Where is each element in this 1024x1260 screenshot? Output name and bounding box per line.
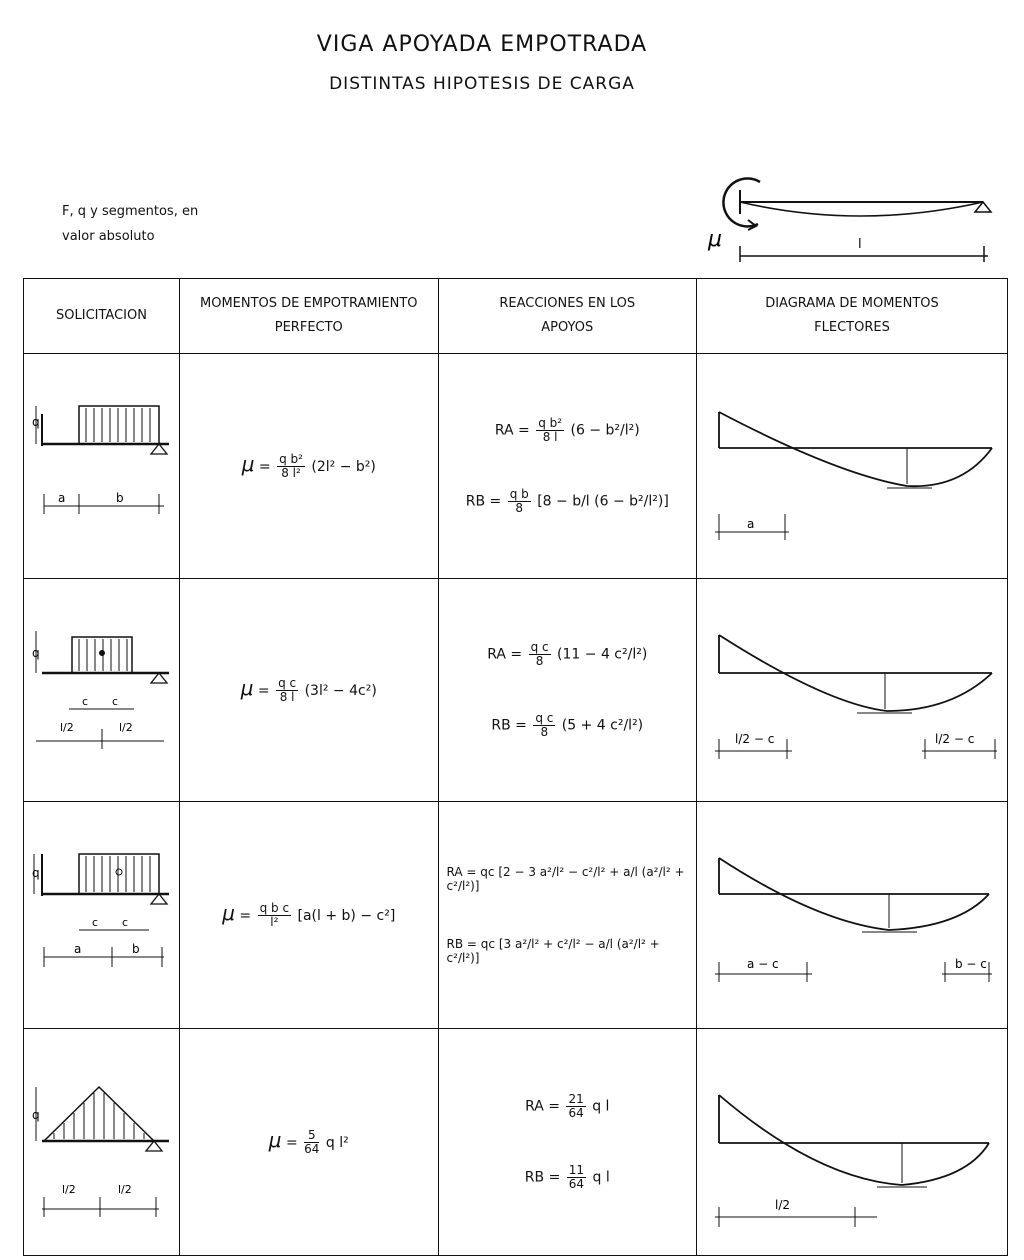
col-header-reacciones [438,279,696,354]
segment-half-label: l/2 [62,1183,76,1196]
rb-label: RB = qc [446,937,495,951]
rb-numerator: q c [535,711,554,725]
moment-numerator: 5 [304,1129,319,1143]
moment-numerator: q c [278,676,297,691]
moment-expression: q l² [325,1134,349,1151]
moment-expression: (3l² − 4c²) [304,682,377,699]
moment-formula: μ = $\frac{\text{q b²}}{\text{8 l²}}$ (2l² − b²) [180,354,439,579]
table-row [24,802,1008,1029]
ra-expression: q l [592,1098,610,1115]
moment-denominator: 64 [304,1142,320,1157]
diagram-left-label: l/2 − c [734,732,775,746]
moment-denominator: 8 l [279,690,295,705]
rb-expression: [8 − b/l (6 − b²/l²)] [537,493,669,510]
note-line-1: F, q y segmentos, en [62,204,199,219]
ra-numerator: q b² [538,416,563,430]
page-subtitle: DISTINTAS HIPOTESIS DE CARGA [329,74,635,94]
moment-expression: (2l² − b²) [311,458,376,475]
segment-half-label: l/2 [118,1183,132,1196]
diagram-right-label: l/2 − c [934,732,975,746]
col-header-momentos-line1: MOMENTOS DE EMPOTRAMIENTO [200,296,418,311]
load-case-sketch [24,354,180,579]
load-label: q [32,1108,40,1122]
rb-label: RB = [491,717,527,734]
moment-diagram [696,1029,1007,1256]
reactions-formula [438,354,696,579]
segment-a-label: a [58,491,66,505]
load-label: q [32,646,40,660]
load-case-sketch [24,1029,180,1256]
diagram-left-label: a − c [746,957,779,971]
col-header-diagrama-line2: FLECTORES [814,320,890,335]
segment-b-label: b [116,491,124,505]
load-case-sketch [24,802,180,1029]
page-title: VIGA APOYADA EMPOTRADA [316,32,648,57]
moment-expression: [a(l + b) − c²] [297,907,396,924]
diagram-a-label: a [746,517,755,531]
rb-denominator: 8 [540,725,549,739]
mu-symbol: μ [222,900,235,925]
ra-label: RA = [494,422,530,439]
moment-denominator: 8 l² [281,466,301,481]
table-row [24,1029,1008,1256]
beam-sketch [700,168,1010,268]
mu-label: μ [708,227,722,252]
segment-half-label: l/2 [119,721,133,734]
diagram-half-label: l/2 [774,1198,790,1212]
segment-c-label: c [122,916,129,929]
ra-denominator: 64 [568,1106,584,1120]
load-cases-table [23,278,1008,1256]
ra-numerator: q c [530,640,549,654]
ra-label: RA = [525,1098,560,1115]
rb-denominator: 64 [568,1177,585,1191]
rb-expression: [3 a²/l² + c²/l² − a/l (a²/l² + c²/l²)] [446,937,660,965]
col-header-solicitacion: SOLICITACION [24,279,180,354]
segment-b-label: b [132,942,140,956]
rb-expression: q l [592,1169,610,1186]
rb-expression: (5 + 4 c²/l²) [561,717,644,734]
rb-label: RB = [465,493,502,510]
ra-denominator: 8 [535,654,544,668]
col-header-reacciones-line1: REACCIONES EN LOS [499,296,636,311]
col-header-diagrama-line1: DIAGRAMA DE MOMENTOS [765,296,939,311]
length-label: l [858,237,862,252]
table-row [24,354,1008,579]
segment-half-label: l/2 [60,721,74,734]
mu-symbol: μ [241,451,255,476]
load-label: q [32,415,40,429]
reactions-formula [438,1029,696,1256]
moment-denominator: l² [270,915,279,930]
reactions-formula [438,579,696,802]
reactions-formula [438,802,696,1029]
moment-numerator: q b c [259,901,290,916]
ra-numerator: 21 [568,1092,584,1106]
rb-denominator: 8 [515,501,524,515]
ra-expression: (6 − b²/l²) [570,422,640,439]
moment-numerator: q b² [279,452,303,467]
moment-diagram [696,354,1007,579]
col-header-momentos-line2: PERFECTO [274,320,343,335]
table-header-row [24,279,1008,354]
note-line-2: valor absoluto [62,229,155,244]
moment-diagram [696,579,1007,802]
col-header-reacciones-line2: APOYOS [541,320,594,335]
moment-formula: μ = $\frac{5}{64}$ q l² [180,1029,439,1256]
load-case-sketch [24,579,180,802]
segment-a-label: a [74,942,82,956]
table-row [24,579,1008,802]
load-label: q [32,866,40,880]
col-header-momentos [180,279,439,354]
ra-label: RA = [487,646,523,663]
moment-formula: μ = $\frac{\text{q c}}{8 l}$ (3l² − 4c²) [180,579,439,802]
ra-label: RA = qc [446,865,495,879]
moment-formula: μ = $\frac{\text{q b c}}{\text{l²}}$ [a(l + b) − c²] [180,802,439,1029]
segment-c-label: c [82,695,89,708]
col-header-diagrama [696,279,1007,354]
diagram-right-label: b − c [954,957,987,971]
moment-diagram [696,802,1007,1029]
mu-symbol: μ [240,675,254,700]
rb-numerator: q b [509,487,529,501]
mu-symbol: μ [268,1127,282,1152]
segment-c-label: c [92,916,99,929]
ra-denominator: 8 l [542,430,558,444]
ra-expression: [2 − 3 a²/l² − c²/l² + a/l (a²/l² + c²/l²)] [446,865,685,893]
rb-numerator: 11 [568,1163,585,1177]
rb-label: RB = [524,1169,561,1186]
ra-expression: (11 − 4 c²/l²) [557,646,648,663]
segment-c-label: c [112,695,119,708]
